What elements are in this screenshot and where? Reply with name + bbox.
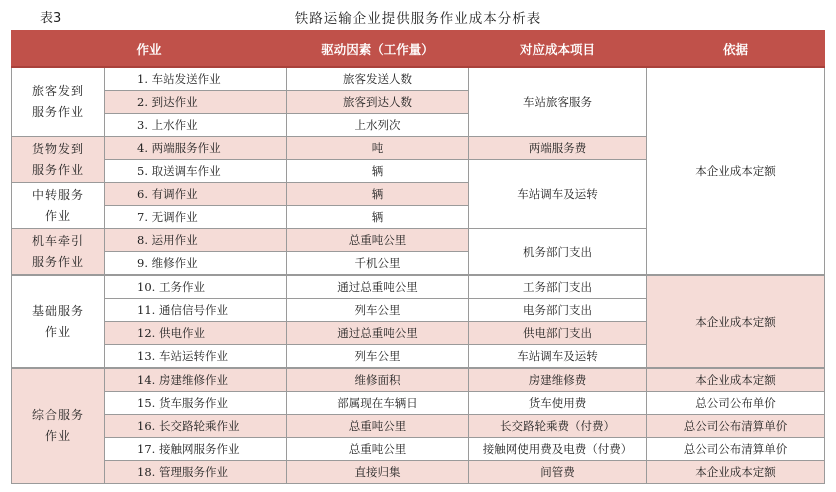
cost-cell: 接触网使用费及电费（付费） <box>469 438 647 461</box>
group-infrastructure <box>12 275 105 368</box>
cost-cell: 电务部门支出 <box>469 299 647 322</box>
group-freight <box>12 137 105 183</box>
driver-cell: 总重吨公里 <box>287 438 469 461</box>
driver-cell: 列车公里 <box>287 345 469 369</box>
activity-cell: 14. 房建维修作业 <box>105 368 287 392</box>
cost-cell: 长交路轮乘费（付费） <box>469 415 647 438</box>
cost-cell: 机务部门支出 <box>469 229 647 276</box>
driver-cell: 旅客到达人数 <box>287 91 469 114</box>
activity-cell: 10. 工务作业 <box>105 275 287 299</box>
driver-cell: 部属现在车辆日 <box>287 392 469 415</box>
header-basis: 依据 <box>647 31 825 68</box>
driver-cell: 直接归集 <box>287 461 469 484</box>
header-cost-item: 对应成本项目 <box>469 31 647 68</box>
group-transfer <box>12 183 105 229</box>
driver-cell: 上水列次 <box>287 114 469 137</box>
table-number: 表3 <box>40 11 62 26</box>
driver-cell: 吨 <box>287 137 469 160</box>
driver-cell: 总重吨公里 <box>287 229 469 252</box>
group-line-2: 服务作业 <box>31 162 84 177</box>
group-line-1: 综合服务 <box>31 408 84 422</box>
activity-cell: 4. 两端服务作业 <box>105 137 287 160</box>
cost-analysis-table <box>11 30 825 484</box>
cost-cell: 车站调车及运转 <box>469 160 647 229</box>
cost-cell: 工务部门支出 <box>469 275 647 299</box>
group-line-2: 服务作业 <box>31 105 84 119</box>
cost-cell: 车站调车及运转 <box>469 345 647 369</box>
header-activity: 作业 <box>12 31 287 68</box>
header-row <box>12 31 825 68</box>
activity-cell: 3. 上水作业 <box>105 114 287 137</box>
basis-cell: 本企业成本定额 <box>647 275 825 368</box>
group-passenger <box>12 67 105 137</box>
activity-cell: 16. 长交路轮乘作业 <box>105 415 287 438</box>
activity-cell: 9. 维修作业 <box>105 252 287 276</box>
driver-cell: 辆 <box>287 206 469 229</box>
table-row <box>12 415 825 438</box>
basis-cell: 本企业成本定额 <box>647 368 825 392</box>
basis-cell: 总公司公布清算单价 <box>647 415 825 438</box>
group-comprehensive <box>12 368 105 484</box>
driver-cell: 旅客发送人数 <box>287 67 469 91</box>
table-caption <box>0 5 836 27</box>
table-row <box>12 275 825 299</box>
cost-cell: 车站旅客服务 <box>469 67 647 137</box>
basis-cell: 总公司公布单价 <box>647 392 825 415</box>
cost-cell: 间管费 <box>469 461 647 484</box>
cost-cell: 供电部门支出 <box>469 322 647 345</box>
cost-cell: 货车使用费 <box>469 392 647 415</box>
activity-cell: 12. 供电作业 <box>105 322 287 345</box>
driver-cell: 通过总重吨公里 <box>287 322 469 345</box>
cost-cell: 房建维修费 <box>469 368 647 392</box>
header-driver: 驱动因素（工作量） <box>287 31 469 68</box>
table-row <box>12 67 825 91</box>
table-title: 铁路运输企业提供服务作业成本分析表 <box>294 11 542 27</box>
group-line-2: 作业 <box>44 429 71 443</box>
driver-cell: 列车公里 <box>287 299 469 322</box>
driver-cell: 辆 <box>287 183 469 206</box>
driver-cell: 千机公里 <box>287 252 469 276</box>
group-line-1: 旅客发到 <box>31 84 84 98</box>
group-line-2: 作业 <box>44 324 71 339</box>
group-line-1: 基础服务 <box>31 303 84 318</box>
activity-cell: 11. 通信信号作业 <box>105 299 287 322</box>
table-row <box>12 438 825 461</box>
group-line-2: 服务作业 <box>31 254 84 269</box>
table-row <box>12 392 825 415</box>
group-line-1: 中转服务 <box>31 187 84 202</box>
activity-cell: 15. 货车服务作业 <box>105 392 287 415</box>
group-line-1: 货物发到 <box>31 141 84 156</box>
activity-cell: 17. 接触网服务作业 <box>105 438 287 461</box>
activity-cell: 7. 无调作业 <box>105 206 287 229</box>
driver-cell: 辆 <box>287 160 469 183</box>
activity-cell: 13. 车站运转作业 <box>105 345 287 369</box>
table-row <box>12 461 825 484</box>
activity-cell: 2. 到达作业 <box>105 91 287 114</box>
activity-cell: 8. 运用作业 <box>105 229 287 252</box>
activity-cell: 5. 取送调车作业 <box>105 160 287 183</box>
basis-cell: 本企业成本定额 <box>647 67 825 275</box>
cost-cell: 两端服务费 <box>469 137 647 160</box>
group-locomotive <box>12 229 105 276</box>
driver-cell: 通过总重吨公里 <box>287 275 469 299</box>
activity-cell: 6. 有调作业 <box>105 183 287 206</box>
driver-cell: 维修面积 <box>287 368 469 392</box>
group-line-1: 机车牵引 <box>31 233 84 248</box>
activity-cell: 18. 管理服务作业 <box>105 461 287 484</box>
basis-cell: 本企业成本定额 <box>647 461 825 484</box>
group-line-2: 作业 <box>44 208 71 223</box>
driver-cell: 总重吨公里 <box>287 415 469 438</box>
activity-cell: 1. 车站发送作业 <box>105 67 287 91</box>
table-row <box>12 368 825 392</box>
basis-cell: 总公司公布清算单价 <box>647 438 825 461</box>
